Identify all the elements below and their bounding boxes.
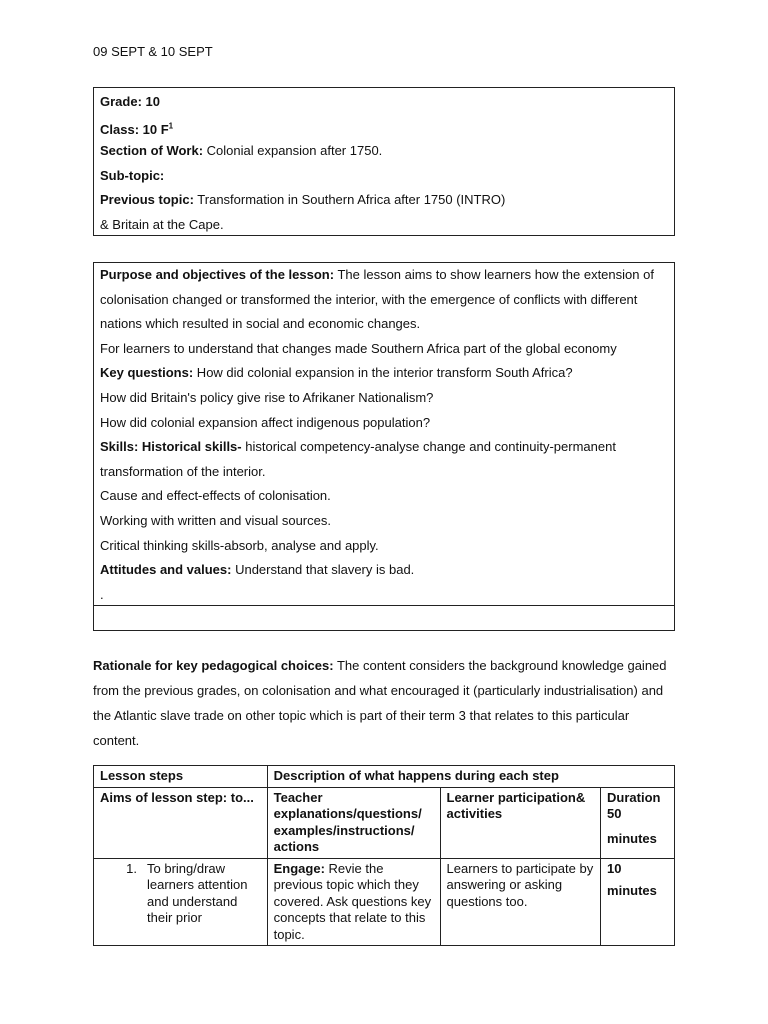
- table-header-row: [94, 766, 675, 788]
- document-date: 09 SEPT & 10 SEPT: [93, 44, 213, 59]
- key-question: How did Britain's policy give rise to Afrikaner Nationalism?: [100, 389, 434, 405]
- subtopic-label: Sub-topic:: [100, 167, 165, 183]
- purpose-line: For learners to understand that changes made Southern Africa part of the global economy: [100, 340, 617, 356]
- purpose-line: colonisation changed or transformed the interior, with the emergence of conflicts with different: [100, 291, 638, 307]
- previous-topic-label: Previous topic:: [100, 192, 194, 207]
- header-aims: Aims of lesson step: to...: [94, 787, 268, 858]
- lesson-steps-table: [93, 765, 675, 946]
- purpose-label: Purpose and objectives of the lesson:: [100, 267, 335, 282]
- rationale-line: from the previous grades, on colonisation and what encouraged it (particularly industrialisation) and: [93, 683, 664, 698]
- table-row: [94, 858, 675, 946]
- purpose-box: [93, 262, 675, 631]
- trailing-dot: .: [100, 586, 104, 602]
- step-number: 1.: [126, 860, 137, 876]
- header-description: Description of what happens during each step: [267, 766, 674, 788]
- skills-line: Cause and effect-effects of colonisation.: [100, 488, 331, 504]
- purpose-text: The lesson aims to show learners how the extension of: [334, 267, 654, 282]
- purpose-line: nations which resulted in social and economic changes.: [100, 316, 421, 332]
- skills-text: historical competency-analyse change and continuity-permanent: [241, 439, 616, 455]
- section-label: Section of Work:: [100, 143, 204, 158]
- header-learner: Learner participation& activities: [440, 787, 601, 858]
- header-teacher: Teacher explanations/questions/ examples/instructions/ actions: [267, 787, 440, 858]
- skills-line: transformation of the interior.: [100, 463, 266, 479]
- attitudes-label: Attitudes and values:: [100, 562, 232, 578]
- key-questions-label: Key questions:: [100, 365, 194, 381]
- step-learner: Learners to participate by answering or asking questions too.: [440, 858, 601, 946]
- step-aim: 1. To bring/draw learners attention and understand their prior: [94, 858, 268, 946]
- header-duration: Duration 50 minutes: [601, 787, 675, 858]
- rationale-line: the Atlantic slave trade on other topic which is part of their term 3 that relates to this particular: [93, 708, 630, 723]
- step-teacher: Engage: Revie the previous topic which they covered. Ask questions key concepts that relate to this topic.: [267, 858, 440, 946]
- skills-label: Skills: Historical skills-: [100, 439, 242, 455]
- rationale-label: Rationale for key pedagogical choices:: [93, 658, 334, 673]
- key-question: How did colonial expansion affect indigenous population?: [100, 414, 431, 430]
- skills-line: Working with written and visual sources.: [100, 512, 331, 528]
- engage-label: Engage:: [273, 860, 325, 876]
- lesson-info-box: [93, 87, 675, 236]
- grade: Grade: 10: [100, 94, 160, 109]
- key-question: How did colonial expansion in the interior transform South Africa?: [193, 365, 573, 381]
- skills-line: Critical thinking skills-absorb, analyse and apply.: [100, 537, 379, 553]
- section-value: Colonial expansion after 1750.: [203, 143, 383, 158]
- rationale-line: content.: [93, 733, 140, 748]
- attitudes-text: Understand that slavery is bad.: [231, 562, 415, 578]
- previous-topic-value: Transformation in Southern Africa after 1750 (INTRO): [193, 192, 506, 207]
- step-duration: 10 minutes: [601, 858, 675, 946]
- table-subheader-row: [94, 787, 675, 858]
- previous-topic-value-continued: & Britain at the Cape.: [100, 216, 224, 232]
- rationale-section: [93, 653, 678, 753]
- class-label: Class: 10 $F^1$: [100, 121, 174, 137]
- header-lesson-steps: Lesson steps: [94, 766, 268, 788]
- rationale-text: The content considers the background knowledge gained: [333, 658, 667, 673]
- empty-row: [94, 605, 674, 631]
